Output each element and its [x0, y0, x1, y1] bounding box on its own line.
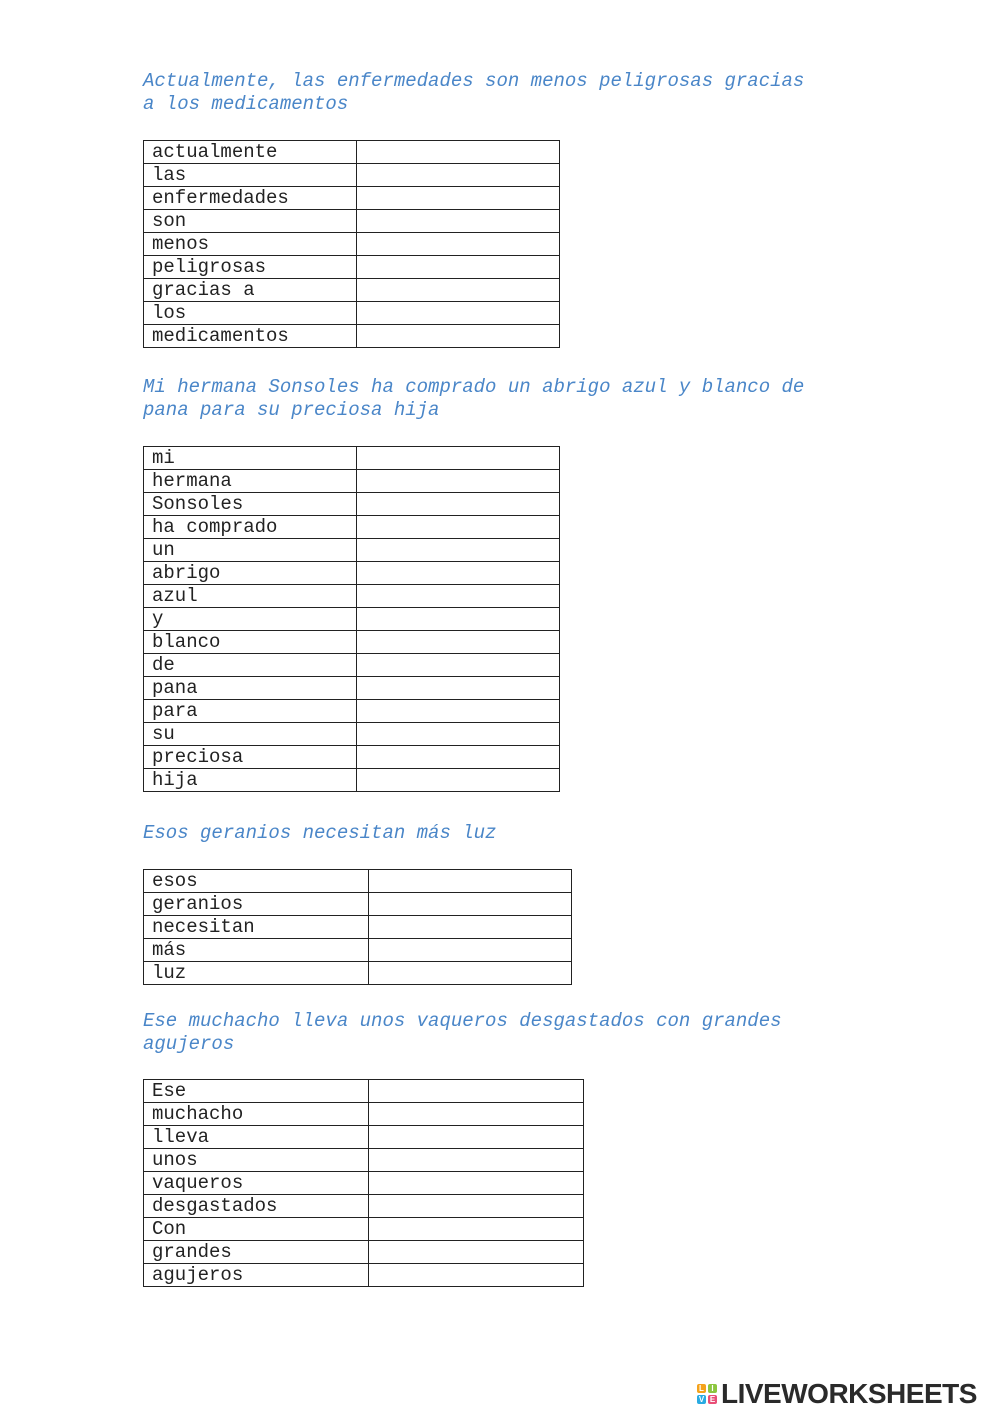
- answer-input[interactable]: [357, 632, 559, 654]
- table-row: [144, 1103, 584, 1126]
- answer-cell: [369, 1149, 584, 1172]
- answer-cell: [369, 1103, 584, 1126]
- answer-cell: [357, 256, 560, 279]
- answer-cell: [357, 141, 560, 164]
- table-row: [144, 141, 560, 164]
- answer-cell: [357, 493, 560, 516]
- answer-input[interactable]: [357, 142, 559, 164]
- table-row: [144, 447, 560, 470]
- word-cell: su: [144, 723, 357, 746]
- answer-cell: [357, 631, 560, 654]
- word-cell: grandes: [144, 1241, 369, 1264]
- word-table-3: [143, 869, 572, 985]
- table-row: [144, 1080, 584, 1103]
- word-cell: enfermedades: [144, 187, 357, 210]
- answer-input[interactable]: [369, 963, 571, 985]
- answer-input[interactable]: [369, 917, 571, 939]
- answer-cell: [369, 962, 572, 985]
- table-row: [144, 493, 560, 516]
- word-cell: hermana: [144, 470, 357, 493]
- word-cell: azul: [144, 585, 357, 608]
- word-cell: necesitan: [144, 916, 369, 939]
- answer-cell: [357, 279, 560, 302]
- word-cell: menos: [144, 233, 357, 256]
- word-cell: hija: [144, 769, 357, 792]
- answer-cell: [357, 233, 560, 256]
- answer-cell: [357, 769, 560, 792]
- answer-input[interactable]: [357, 211, 559, 233]
- table-row: [144, 1218, 584, 1241]
- answer-cell: [369, 1080, 584, 1103]
- logo-icon-letter: V: [698, 1395, 705, 1404]
- table-row: [144, 302, 560, 325]
- answer-input[interactable]: [369, 1196, 583, 1218]
- word-cell: abrigo: [144, 562, 357, 585]
- table-row: [144, 539, 560, 562]
- word-cell: más: [144, 939, 369, 962]
- table-row: [144, 677, 560, 700]
- answer-cell: [357, 210, 560, 233]
- word-cell: unos: [144, 1149, 369, 1172]
- answer-input[interactable]: [369, 1081, 583, 1103]
- table-row: [144, 325, 560, 348]
- answer-input[interactable]: [357, 188, 559, 210]
- answer-input[interactable]: [369, 1150, 583, 1172]
- answer-input[interactable]: [357, 563, 559, 585]
- word-cell: y: [144, 608, 357, 631]
- table-row: [144, 233, 560, 256]
- word-table-2: [143, 446, 560, 792]
- word-table-4: [143, 1079, 584, 1287]
- answer-cell: [357, 539, 560, 562]
- answer-cell: [369, 1126, 584, 1149]
- table-row: [144, 870, 572, 893]
- word-cell: de: [144, 654, 357, 677]
- word-cell: los: [144, 302, 357, 325]
- answer-cell: [357, 325, 560, 348]
- answer-cell: [357, 164, 560, 187]
- word-table-1: [143, 140, 560, 348]
- answer-cell: [369, 1264, 584, 1287]
- word-cell: lleva: [144, 1126, 369, 1149]
- table-row: [144, 516, 560, 539]
- table-row: [144, 585, 560, 608]
- answer-input[interactable]: [357, 257, 559, 279]
- liveworksheets-logo: [697, 1378, 977, 1410]
- word-cell: peligrosas: [144, 256, 357, 279]
- word-cell: para: [144, 700, 357, 723]
- sentence-2: Mi hermana Sonsoles ha comprado un abrigo azul y blanco de pana para su preciosa hija: [143, 376, 805, 421]
- answer-input[interactable]: [357, 471, 559, 493]
- table-row: [144, 769, 560, 792]
- answer-input[interactable]: [357, 494, 559, 516]
- table-row: [144, 654, 560, 677]
- word-cell: preciosa: [144, 746, 357, 769]
- table-row: [144, 164, 560, 187]
- table-row: [144, 916, 572, 939]
- word-cell: vaqueros: [144, 1172, 369, 1195]
- answer-cell: [357, 187, 560, 210]
- answer-input[interactable]: [369, 1219, 583, 1241]
- answer-input[interactable]: [357, 609, 559, 631]
- answer-input[interactable]: [369, 894, 571, 916]
- answer-input[interactable]: [357, 701, 559, 723]
- word-cell: Con: [144, 1218, 369, 1241]
- answer-input[interactable]: [357, 586, 559, 608]
- table-row: [144, 187, 560, 210]
- word-cell: actualmente: [144, 141, 357, 164]
- word-cell: blanco: [144, 631, 357, 654]
- table-row: [144, 1149, 584, 1172]
- answer-cell: [357, 654, 560, 677]
- answer-input[interactable]: [357, 540, 559, 562]
- answer-input[interactable]: [357, 678, 559, 700]
- answer-input[interactable]: [357, 724, 559, 746]
- answer-cell: [369, 1195, 584, 1218]
- logo-icon-letter: E: [709, 1395, 716, 1404]
- logo-icon-letter: L: [697, 1384, 706, 1393]
- answer-cell: [357, 700, 560, 723]
- liveworksheets-logo-icon: [697, 1384, 717, 1404]
- answer-cell: [369, 916, 572, 939]
- answer-input[interactable]: [369, 1104, 583, 1126]
- answer-input[interactable]: [357, 326, 559, 348]
- answer-input[interactable]: [369, 1242, 583, 1264]
- table-row: [144, 939, 572, 962]
- answer-cell: [357, 608, 560, 631]
- table-row: [144, 279, 560, 302]
- word-cell: pana: [144, 677, 357, 700]
- word-cell: gracias a: [144, 279, 357, 302]
- table-row: [144, 1241, 584, 1264]
- answer-input[interactable]: [369, 1173, 583, 1195]
- answer-input[interactable]: [369, 1265, 583, 1287]
- answer-cell: [369, 870, 572, 893]
- word-cell: muchacho: [144, 1103, 369, 1126]
- answer-cell: [369, 1241, 584, 1264]
- answer-cell: [369, 893, 572, 916]
- word-cell: las: [144, 164, 357, 187]
- answer-cell: [357, 585, 560, 608]
- answer-cell: [369, 1218, 584, 1241]
- answer-input[interactable]: [357, 517, 559, 539]
- answer-cell: [357, 723, 560, 746]
- answer-cell: [357, 677, 560, 700]
- answer-input[interactable]: [369, 871, 571, 893]
- answer-input[interactable]: [357, 770, 559, 792]
- table-row: [144, 1126, 584, 1149]
- answer-cell: [357, 302, 560, 325]
- table-row: [144, 723, 560, 746]
- table-row: [144, 1172, 584, 1195]
- answer-cell: [369, 1172, 584, 1195]
- word-cell: mi: [144, 447, 357, 470]
- table-row: [144, 608, 560, 631]
- table-row: [144, 1264, 584, 1287]
- answer-input[interactable]: [357, 448, 559, 470]
- table-row: [144, 562, 560, 585]
- table-row: [144, 700, 560, 723]
- answer-cell: [357, 746, 560, 769]
- answer-input[interactable]: [357, 303, 559, 325]
- word-cell: ha comprado: [144, 516, 357, 539]
- logo-text: LIVEWORKSHEETS: [721, 1378, 977, 1409]
- answer-cell: [369, 939, 572, 962]
- table-row: [144, 210, 560, 233]
- word-cell: desgastados: [144, 1195, 369, 1218]
- answer-input[interactable]: [369, 1127, 583, 1149]
- answer-input[interactable]: [357, 280, 559, 302]
- word-cell: esos: [144, 870, 369, 893]
- table-row: [144, 631, 560, 654]
- table-row: [144, 893, 572, 916]
- word-cell: Ese: [144, 1080, 369, 1103]
- table-row: [144, 962, 572, 985]
- answer-input[interactable]: [357, 165, 559, 187]
- word-cell: son: [144, 210, 357, 233]
- sentence-1: Actualmente, las enfermedades son menos peligrosas gracias a los medicamentos: [143, 70, 805, 115]
- word-cell: Sonsoles: [144, 493, 357, 516]
- table-row: [144, 746, 560, 769]
- logo-icon-letter: I: [708, 1384, 717, 1393]
- table-row: [144, 470, 560, 493]
- table-row: [144, 256, 560, 279]
- answer-cell: [357, 470, 560, 493]
- answer-cell: [357, 516, 560, 539]
- answer-cell: [357, 562, 560, 585]
- table-row: [144, 1195, 584, 1218]
- word-cell: agujeros: [144, 1264, 369, 1287]
- word-cell: luz: [144, 962, 369, 985]
- word-cell: geranios: [144, 893, 369, 916]
- answer-cell: [357, 447, 560, 470]
- word-cell: medicamentos: [144, 325, 357, 348]
- sentence-4: Ese muchacho lleva unos vaqueros desgastados con grandes agujeros: [143, 1010, 782, 1055]
- sentence-3: Esos geranios necesitan más luz: [143, 822, 497, 844]
- answer-input[interactable]: [357, 234, 559, 256]
- word-cell: un: [144, 539, 357, 562]
- answer-input[interactable]: [369, 940, 571, 962]
- answer-input[interactable]: [357, 655, 559, 677]
- answer-input[interactable]: [357, 747, 559, 769]
